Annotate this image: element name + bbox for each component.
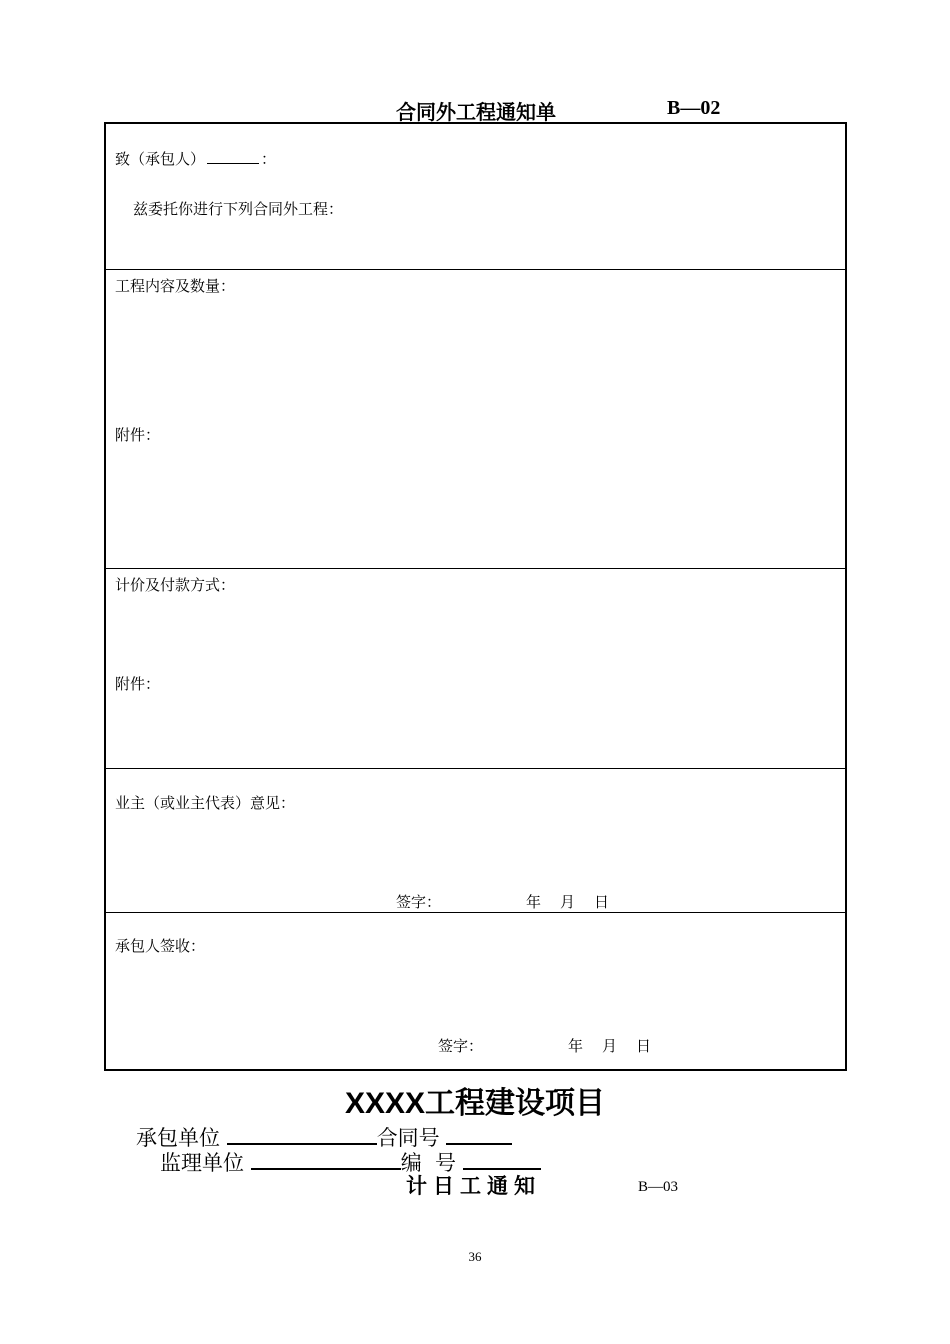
contract-no-field[interactable] <box>446 1123 512 1145</box>
owner-sign-day: 日 <box>594 893 610 911</box>
daywork-notice-code: B—03 <box>638 1179 679 1195</box>
contractor-sign-day: 日 <box>636 1037 652 1055</box>
content-label: 工程内容及数量： <box>115 277 236 295</box>
entrust-text: 兹委托你进行下列合同外工程： <box>133 200 344 218</box>
addressee-colon: ： <box>261 150 277 168</box>
supervisor-unit-label: 监理单位 <box>160 1151 244 1175</box>
contractor-receipt-label: 承包人签收： <box>115 937 206 955</box>
owner-sign-month: 月 <box>560 893 576 911</box>
serial-no-field[interactable] <box>463 1148 541 1170</box>
contractor-unit-label: 承包单位 <box>136 1126 220 1150</box>
contract-no-label: 合同号 <box>376 1126 440 1150</box>
pricing-label: 计价及付款方式： <box>115 576 236 594</box>
notice-form-table <box>104 122 847 1071</box>
owner-sign-label: 签字： <box>396 893 442 911</box>
form-code: B—02 <box>667 97 721 119</box>
section-contractor-receipt <box>106 912 845 1069</box>
attachment-label-2: 附件： <box>115 675 161 693</box>
project-title: XXXX工程建设项目 <box>344 1087 606 1120</box>
owner-opinion-label: 业主（或业主代表）意见： <box>115 794 296 812</box>
addressee-blank[interactable] <box>207 149 259 164</box>
owner-sign-year: 年 <box>526 893 542 911</box>
serial-no-label: 编 号 <box>400 1151 457 1175</box>
addressee-label: 致（承包人） <box>115 150 206 168</box>
daywork-notice-title: 计日工通知 <box>406 1174 541 1198</box>
attachment-label-1: 附件： <box>115 426 161 444</box>
addressee-line <box>115 148 276 169</box>
contractor-sign-year: 年 <box>568 1037 584 1055</box>
contractor-sign-label: 签字： <box>438 1037 484 1055</box>
contractor-sign-month: 月 <box>602 1037 618 1055</box>
section-content <box>106 269 845 569</box>
section-owner-opinion <box>106 768 845 913</box>
page-number: 36 <box>468 1249 482 1264</box>
section-pricing <box>106 568 845 769</box>
section-addressee <box>106 124 845 269</box>
contractor-unit-field[interactable] <box>227 1123 377 1145</box>
form-title: 合同外工程通知单 <box>396 100 556 124</box>
supervisor-unit-field[interactable] <box>251 1148 401 1170</box>
